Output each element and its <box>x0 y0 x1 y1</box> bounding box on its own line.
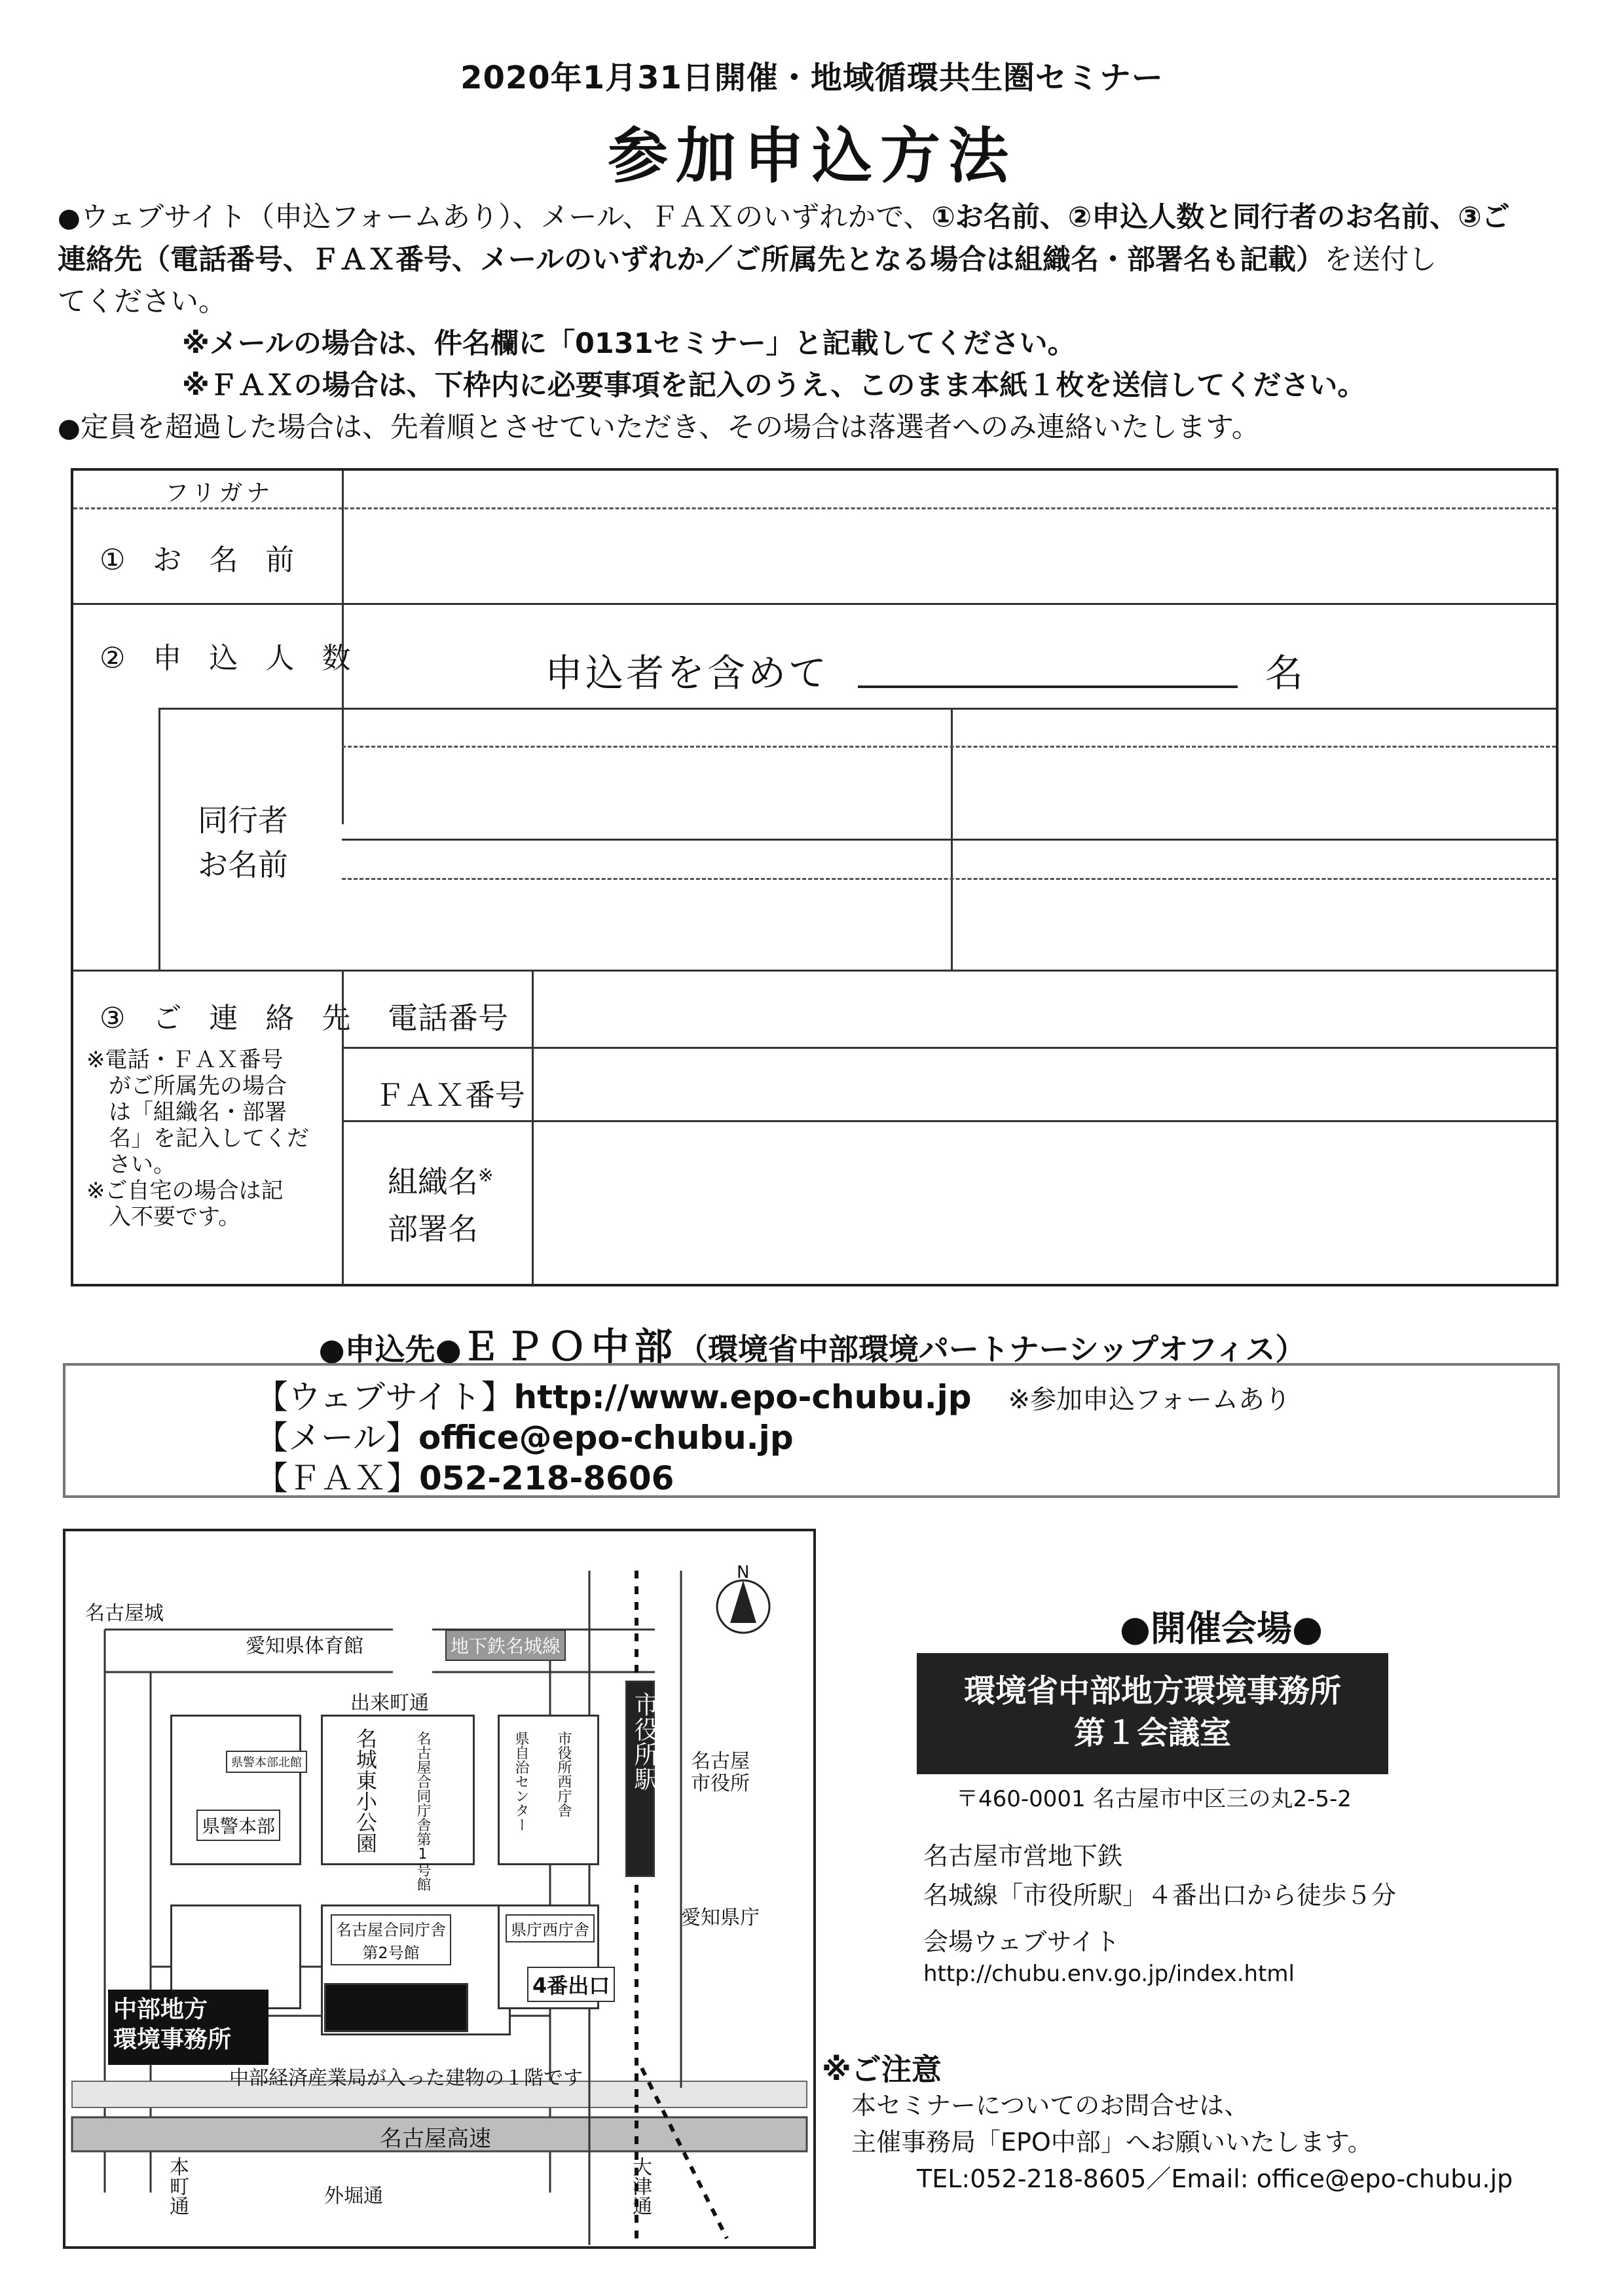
fax-row: 【ＦＡＸ】052-218-8606 <box>255 1459 674 1497</box>
expressway-label: 名古屋高速 <box>380 2126 491 2152</box>
fax-field[interactable] <box>538 1051 1553 1116</box>
email-link[interactable]: office@epo-chubu.jp <box>418 1419 794 1457</box>
castle-label: 名古屋城 <box>85 1602 164 1625</box>
org-label: 組織名※ <box>388 1164 494 1199</box>
count-field[interactable] <box>858 646 1238 688</box>
page-title: 参加申込方法 <box>607 121 1016 191</box>
sub-label-divider <box>532 970 534 1285</box>
capacity-note: ●定員を超過した場合は、先着順とさせていただき、その場合は落選者へのみ連絡いたします。 <box>58 411 1260 444</box>
meti-note: 中部経済産業局が入った建物の１階です <box>229 2067 583 2090</box>
label-divider <box>342 970 344 1285</box>
venue-building <box>324 1983 468 2032</box>
name-label: ① お 名 前 <box>100 543 304 577</box>
organization-field[interactable] <box>538 1124 1553 1281</box>
department-label: 部署名 <box>388 1211 478 1247</box>
hq-label: 県警本部 <box>196 1810 280 1841</box>
pref-office-label: 愛知県庁 <box>681 1906 760 1929</box>
companion-field-2[interactable] <box>957 752 1547 831</box>
website-row: 【ウェブサイト】http://www.epo-chubu.jp ※参加申込フォームあり <box>255 1378 1291 1416</box>
gov1-label: 名古屋合同庁舎第1号館 <box>415 1731 431 1891</box>
count-prefix: 申込者を含めて <box>545 651 830 695</box>
contact-label: ③ ご 連 絡 先 <box>100 1002 360 1035</box>
fax-number: 052-218-8606 <box>419 1459 674 1497</box>
event-subtitle: 2020年1月31日開催・地域循環共生圏セミナー <box>460 60 1164 96</box>
name-field[interactable] <box>348 511 1553 603</box>
row-divider <box>73 603 1556 605</box>
companion-row-divider <box>342 839 1556 841</box>
fax-label: ＦＡＸ番号 <box>375 1078 525 1113</box>
nagoya-cityhall-label: 名古屋 市役所 <box>691 1750 750 1795</box>
chubu-office-label: 中部地方 環境事務所 <box>108 1990 268 2065</box>
gov2-label: 名古屋合同庁舎 第2号館 <box>331 1914 451 1965</box>
companion-divider <box>158 708 160 970</box>
apply-heading: ●申込先●ＥＰＯ中部（環境省中部環境パートナーシップオフィス） <box>318 1324 1306 1369</box>
instruction-line-1: ●ウェブサイト（申込フォームあり）、メール、ＦＡＸのいずれかで、①お名前、②申込人数と同行者のお名前、③ご <box>58 201 1510 234</box>
count-label: ② 申 込 人 数 <box>100 642 360 675</box>
notice-heading: ※ご注意 <box>822 2052 942 2087</box>
companion-label: 同行者 お名前 <box>198 803 288 883</box>
companion-furigana-divider <box>342 746 1556 748</box>
row-divider <box>73 970 1556 972</box>
notice-body: 本セミナーについてのお問合せは、 主催事務局「EPO中部」へお願いいたします。 TEL:052-218-8605／Email: office@epo-chubu.jp <box>851 2091 1513 2193</box>
phone-label: 電話番号 <box>388 1000 508 1036</box>
honmachi-label: 本町通 <box>166 2157 189 2215</box>
companion-field-1[interactable] <box>348 752 938 831</box>
instruction-line-3: てください。 <box>58 285 227 318</box>
venue-site-link[interactable]: http://chubu.env.go.jp/index.html <box>923 1961 1295 1987</box>
count-unit: 名 <box>1265 651 1304 695</box>
venue-site-label: 会場ウェブサイト <box>923 1927 1120 1956</box>
block-park <box>321 1715 475 1865</box>
otsu-label: 大津通 <box>629 2157 652 2215</box>
access-map <box>63 1529 816 2249</box>
row-divider <box>342 1047 1556 1049</box>
venue-name-box: 環境省中部地方環境事務所 第１会議室 <box>917 1653 1388 1774</box>
apply-contact-box <box>63 1363 1560 1498</box>
park-label: 名城東小公園 <box>353 1728 378 1853</box>
hq-north-label: 県警本部北館 <box>226 1751 307 1773</box>
sotobori-label: 外堀通 <box>324 2185 383 2208</box>
companion-field-4[interactable] <box>957 884 1547 963</box>
email-row: 【メール】office@epo-chubu.jp <box>255 1419 794 1457</box>
dekimachi-label: 出来町通 <box>350 1692 429 1715</box>
fax-note: ※ＦＡＸの場合は、下枠内に必要事項を記入のうえ、このまま本紙１枚を送信してください。 <box>182 369 1366 402</box>
north-marker: N <box>737 1563 750 1582</box>
companion-field-3[interactable] <box>348 884 938 963</box>
venue-heading: ●開催会場● <box>1119 1608 1323 1649</box>
furigana-field[interactable] <box>348 471 1553 503</box>
jichi-label: 県自治センター <box>513 1731 529 1832</box>
station-label: 市役所駅 <box>630 1692 659 1791</box>
registration-form <box>71 468 1559 1286</box>
instructions <box>58 196 1583 449</box>
mail-note: ※メールの場合は、件名欄に「0131セミナー」と記載してください。 <box>182 327 1076 360</box>
companion-furigana-divider <box>342 878 1556 880</box>
website-link[interactable]: http://www.epo-chubu.jp <box>513 1378 972 1416</box>
block-hq <box>170 1715 301 1865</box>
subway-line-label: 地下鉄名城線 <box>445 1630 566 1661</box>
exit4-label: 4番出口 <box>527 1967 615 2002</box>
gym-label: 愛知県体育館 <box>246 1635 363 1658</box>
row-divider <box>158 708 1556 710</box>
contact-note: ※電話・ＦＡＸ番号 がご所属先の場合 は「組織名・部署 名」を記入してくだ さい。 ※ご自宅の場合は記 入不要です。 <box>86 1047 309 1230</box>
furigana-label: フリガナ <box>165 480 274 507</box>
pref-west-label: 県庁西庁舎 <box>506 1914 595 1942</box>
venue-access: 名古屋市営地下鉄 名城線「市役所駅」４番出口から徒歩５分 <box>923 1842 1397 1910</box>
row-divider <box>342 1120 1556 1122</box>
cityhall-west-label: 市役所西庁舎 <box>555 1731 572 1817</box>
phone-field[interactable] <box>538 975 1553 1044</box>
instruction-line-2: 連絡先（電話番号、ＦＡＸ番号、メールのいずれか／ご所属先となる場合は組織名・部署名も記載）を送付し <box>58 244 1437 276</box>
furigana-divider <box>73 507 1556 509</box>
venue-address: 〒460-0001 名古屋市中区三の丸2-5-2 <box>956 1786 1352 1812</box>
